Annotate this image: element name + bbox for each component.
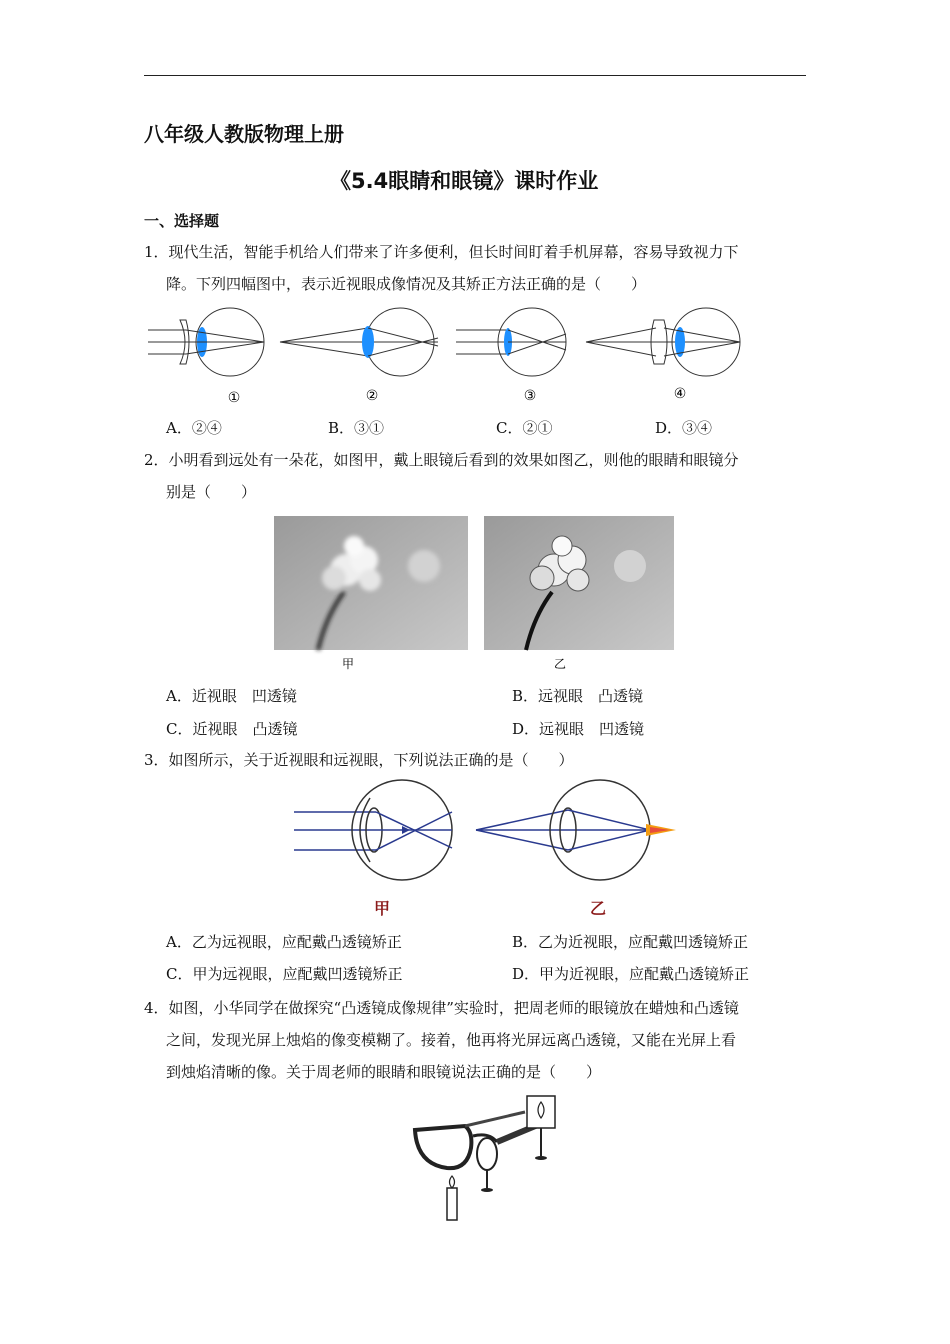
photo-caption-jia: 甲 xyxy=(342,657,355,671)
photo-yi xyxy=(484,516,674,650)
q1-option-a: A．②④ xyxy=(166,419,222,437)
q2-flower-photos xyxy=(274,516,674,676)
q3-option-d: D．甲为近视眼，应配戴凸透镜矫正 xyxy=(512,965,750,983)
photo-caption-yi: 乙 xyxy=(554,657,567,671)
eye-diagram-2 xyxy=(280,308,438,376)
question-3-line-1: 3．如图所示，关于近视眼和远视眼，下列说法正确的是（ ） xyxy=(144,751,574,769)
q1-eye-diagrams xyxy=(140,306,760,408)
q1-option-c: C．②① xyxy=(496,419,553,437)
figure-label-1: ① xyxy=(227,390,241,406)
question-4-line-2: 之间，发现光屏上烛焰的像变模糊了。接着，他再将光屏远离凸透镜，又能在光屏上看 xyxy=(166,1031,737,1049)
eye-diagram-4 xyxy=(586,308,740,376)
diagram-caption-yi: 乙 xyxy=(590,899,607,918)
eye-diagram-3 xyxy=(456,308,566,376)
glasses xyxy=(415,1112,545,1168)
q4-experiment-illustration xyxy=(405,1092,575,1224)
candle xyxy=(447,1176,457,1220)
convex-lens xyxy=(477,1138,497,1192)
figure-label-3: ③ xyxy=(523,388,537,404)
figure-label-2: ② xyxy=(365,388,379,404)
q3-option-b: B．乙为近视眼，应配戴凹透镜矫正 xyxy=(512,933,749,951)
eye-jia xyxy=(294,780,452,880)
light-screen xyxy=(527,1096,555,1160)
question-1-line-2: 降。下列四幅图中，表示近视眼成像情况及其矫正方法正确的是（ ） xyxy=(166,275,647,293)
photo-jia xyxy=(274,516,468,650)
eye-diagram-1 xyxy=(148,308,264,376)
question-4-line-3: 到烛焰清晰的像。关于周老师的眼睛和眼镜说法正确的是（ ） xyxy=(166,1063,602,1081)
q2-option-c: C．近视眼 凸透镜 xyxy=(166,720,298,738)
question-1-line-1: 1．现代生活，智能手机给人们带来了许多便利，但长时间盯着手机屏幕，容易导致视力下 xyxy=(144,243,739,261)
question-2-line-1: 2．小明看到远处有一朵花，如图甲，戴上眼镜后看到的效果如图乙，则他的眼睛和眼镜分 xyxy=(144,451,739,469)
q2-option-a: A．近视眼 凹透镜 xyxy=(166,687,297,705)
question-4-line-1: 4．如图，小华同学在做探究“凸透镜成像规律”实验时，把周老师的眼镜放在蜡烛和凸透镜 xyxy=(144,999,739,1017)
page-subtitle: 《5.4眼睛和眼镜》课时作业 xyxy=(330,169,599,193)
section-heading: 一、选择题 xyxy=(144,212,220,230)
q2-option-d: D．远视眼 凹透镜 xyxy=(512,720,645,738)
q2-option-b: B．远视眼 凸透镜 xyxy=(512,687,644,705)
header-rule xyxy=(144,75,806,76)
q1-option-d: D．③④ xyxy=(655,419,713,437)
q3-eye-diagrams xyxy=(290,778,690,922)
question-2-line-2: 别是（ ） xyxy=(166,483,257,501)
diagram-caption-jia: 甲 xyxy=(374,899,391,918)
q3-option-a: A．乙为远视眼，应配戴凸透镜矫正 xyxy=(166,933,402,951)
figure-label-4: ④ xyxy=(673,386,687,402)
page-title: 八年级人教版物理上册 xyxy=(144,122,344,146)
eye-yi xyxy=(476,780,676,880)
q3-option-c: C．甲为远视眼，应配戴凹透镜矫正 xyxy=(166,965,403,983)
q1-option-b: B．③① xyxy=(328,419,385,437)
